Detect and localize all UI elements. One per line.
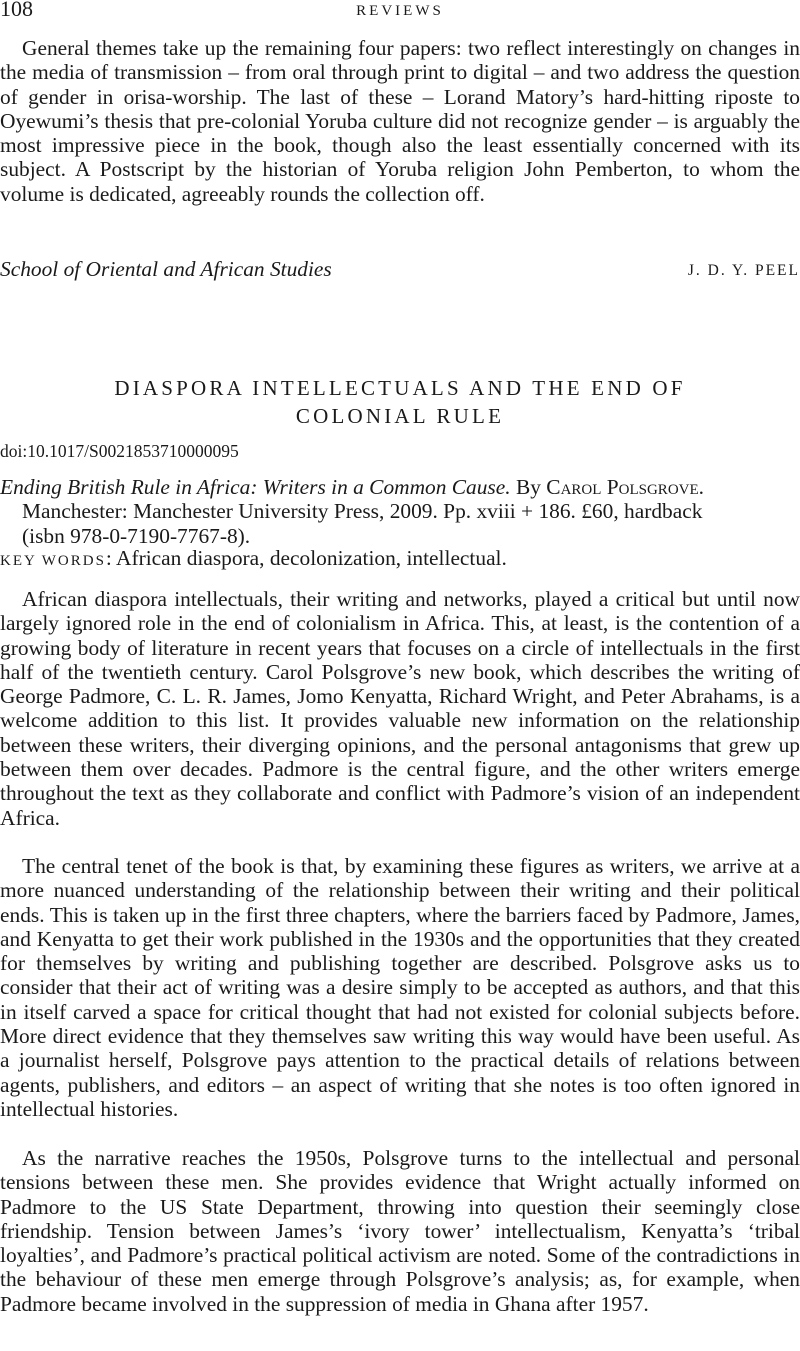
page-header [0,0,800,22]
review-title-line-2: COLONIAL RULE [295,404,505,428]
book-author: Carol Polsgrove. [546,475,704,499]
reviewer-name: J. D. Y. PEEL [687,262,800,279]
book-title: Ending British Rule in Africa: Writers in a Common Cause. [0,475,511,499]
book-isbn: (isbn 978-0-7190-7767-8). [22,523,251,548]
paragraph-text: As the narrative reaches the 1950s, Polsgrove turns to the intellectual and personal tensions between these men. She provides evidence that Wright actually informed on Padmore to the US State Department, throwing into question their seemingly close friendship. Tension between James’s ‘ivory tower’ intellectualism, Kenyatta’s ‘tribal loyalties’, and Padmore’s practical political activism are noted. Some of the contradictions in the behaviour of these men emerge through Polsgrove’s analysis; as, for example, when Padmore became involved in the suppression of media in Ghana after 1957. [0,1146,800,1316]
paragraph-text: African diaspora intellectuals, their writing and networks, played a critical but until now largely ignored role in the end of colonialism in Africa. This, at least, is the contention of a growing body of literature in recent years that focuses on a circle of intellectuals in the first half of the twentieth century. Carol Polsgrove’s new book, which describes the writing of George Padmore, C. L. R. James, Jomo Kenyatta, Richard Wright, and Peter Abrahams, is a welcome addition to this list. It provides valuable new information on the relationship between these writers, their diverging opinions, and the personal antagonisms that grew up between them over decades. Padmore is the central figure, and the other writers emerge throughout the text as they collaborate and conflict with Padmore’s vision of an independent Africa. [0,587,800,830]
prev-review-paragraph [0,36,800,206]
review-paragraph-2 [0,854,800,1121]
review-title-line-1: DIASPORA INTELLECTUALS AND THE END OF [114,376,686,400]
review-paragraph-3 [0,1146,800,1316]
prev-review-text: General themes take up the remaining four papers: two reflect interestingly on changes in the media of transmission – from oral through print to digital – and two address the question of gender in orisa-worship. The last of these – Lorand Matory’s hard-hitting riposte to Oyewumi’s thesis that pre-colonial Yoruba culture did not recognize gender – is arguably the most impressive piece in the book, though also the least essentially concerned with its subject. A Postscript by the historian of Yoruba religion John Pemberton, to whom the volume is dedicated, agreeably rounds the collection off. [0,36,800,206]
keywords-list: : African diaspora, decolonization, intellectual. [105,546,507,570]
prev-review-signature [0,257,800,283]
book-publisher: Manchester: Manchester University Press, 2009. Pp. xviii + 186. £60, hardback [22,499,703,524]
page-number: 108 [0,0,33,21]
paragraph-text: The central tenet of the book is that, by examining these figures as writers, we arrive at a more nuanced understanding of the relationship between their writing and their political ends. This is taken up in the first three chapters, where the barriers faced by Padmore, James, and Kenyatta to get their work published in the 1930s and the opportunities that they created for themselves by writing and publishing together are described. Polsgrove asks us to consider that their act of writing was a desire simply to be accepted as authors, and that this in itself carved a space for critical thought that had not existed for colonial subjects before. More direct evidence that they themselves saw writing this way would have been useful. As a journalist herself, Polsgrove pays attention to the practical details of relations between agents, publishers, and editors – an aspect of writing that she notes is too often ignored in intellectual histories. [0,854,800,1121]
running-head: REVIEWS [356,3,444,19]
keywords [0,546,507,573]
review-title [0,374,800,430]
doi: doi:10.1017/S0021853710000095 [0,441,239,461]
review-paragraph-1 [0,587,800,830]
reviewer-institution: School of Oriental and African Studies [0,257,332,281]
keywords-label: KEY WORDS [0,553,106,569]
book-citation [0,475,800,548]
book-by: By [515,475,541,499]
